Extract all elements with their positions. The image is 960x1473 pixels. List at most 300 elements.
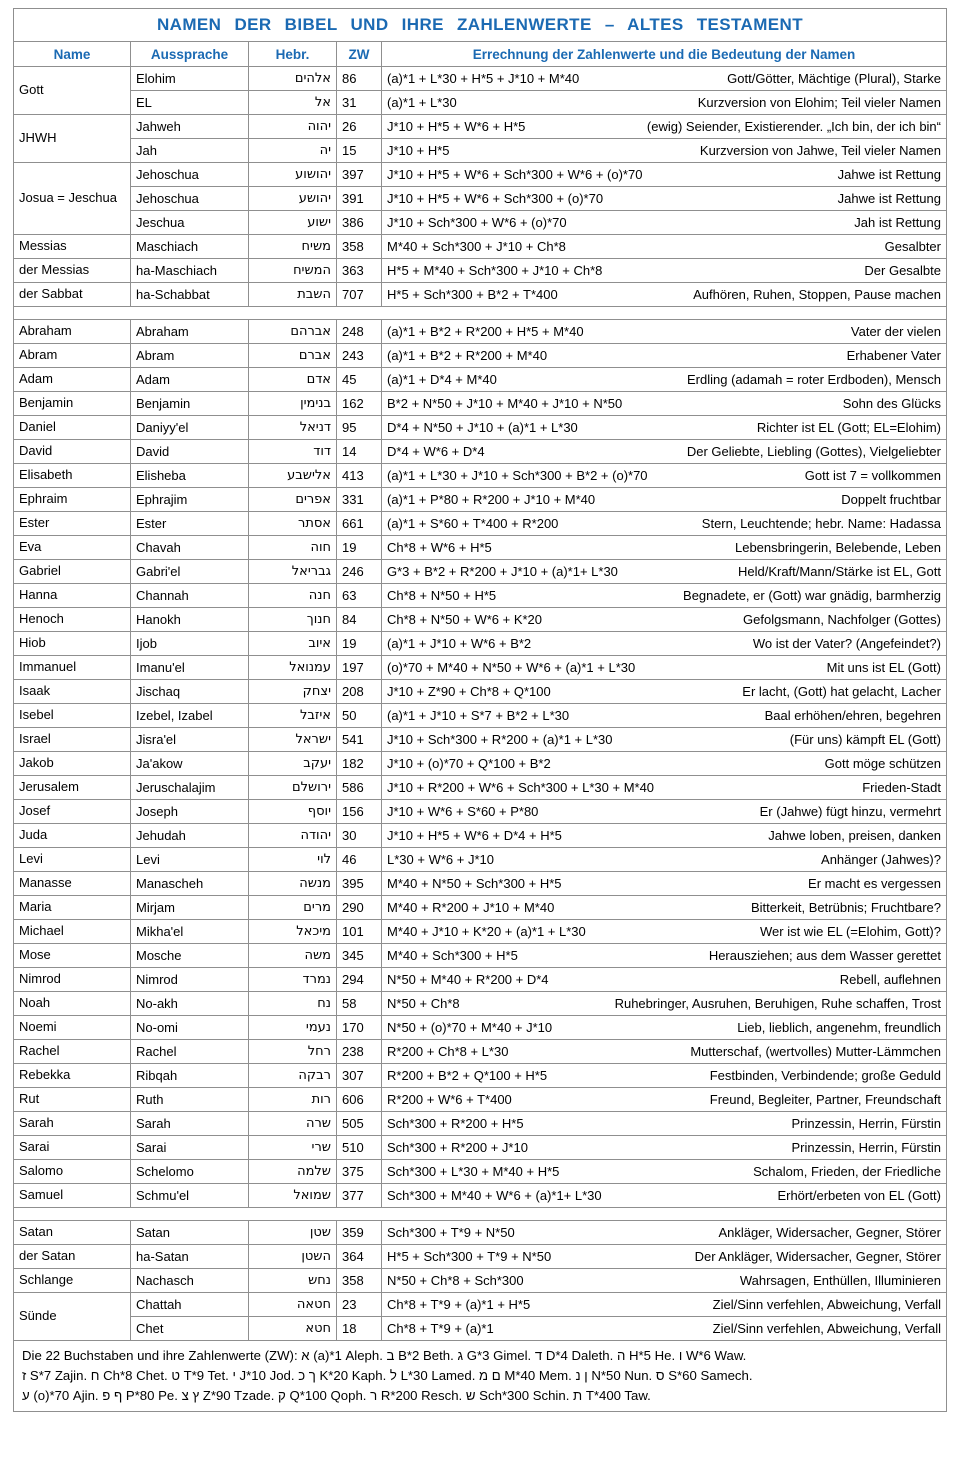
errechnung-cell: [382, 139, 947, 163]
zahlenwert-cell: 45: [337, 368, 382, 392]
errechnung-cell: [382, 968, 947, 992]
aussprache-cell: Chattah: [131, 1293, 249, 1317]
errechnung-cell: [382, 536, 947, 560]
hebrew-cell: שרי: [249, 1136, 337, 1160]
zahlenwert-formel: R*200 + Ch*8 + L*30: [387, 1044, 509, 1059]
hebrew-cell: גבריאל: [249, 560, 337, 584]
bedeutung-text: Mutterschaf, (wertvolles) Mutter-Lämmchen: [690, 1044, 941, 1059]
name-cell: Jakob: [14, 752, 131, 776]
zahlenwert-formel: (a)*1 + J*10 + W*6 + B*2: [387, 636, 532, 651]
zahlenwert-formel: J*10 + W*6 + S*60 + P*80: [387, 804, 539, 819]
table-row: [14, 91, 947, 115]
table-row: [14, 67, 947, 91]
table-row: [14, 584, 947, 608]
table-row: [14, 824, 947, 848]
bedeutung-text: Herausziehen; aus dem Wasser gerettet: [708, 948, 941, 963]
aussprache-cell: Manascheh: [131, 872, 249, 896]
hebrew-cell: אלישבע: [249, 464, 337, 488]
zahlenwert-cell: 46: [337, 848, 382, 872]
hebrew-cell: יוסף: [249, 800, 337, 824]
zahlenwert-cell: 243: [337, 344, 382, 368]
zahlenwert-formel: N*50 + Ch*8: [387, 996, 460, 1011]
zahlenwert-formel: Sch*300 + T*9 + N*50: [387, 1225, 515, 1240]
name-cell: Ester: [14, 512, 131, 536]
errechnung-cell: [382, 67, 947, 91]
zahlenwert-formel: (a)*1 + J*10 + S*7 + B*2 + L*30: [387, 708, 570, 723]
aussprache-cell: Daniyy'el: [131, 416, 249, 440]
table-row: [14, 1088, 947, 1112]
errechnung-cell: [382, 259, 947, 283]
aussprache-cell: Ephrajim: [131, 488, 249, 512]
aussprache-cell: ha-Maschiach: [131, 259, 249, 283]
table-row: [14, 368, 947, 392]
name-cell: Jerusalem: [14, 776, 131, 800]
name-cell: Schlange: [14, 1269, 131, 1293]
table-row: [14, 1245, 947, 1269]
bedeutung-text: Jahwe loben, preisen, danken: [768, 828, 941, 843]
hebrew-cell: ישראל: [249, 728, 337, 752]
name-cell: Michael: [14, 920, 131, 944]
hebrew-cell: מיכאל: [249, 920, 337, 944]
zahlenwert-formel: (a)*1 + B*2 + R*200 + H*5 + M*40: [387, 324, 584, 339]
col-header-aussprache: Aussprache: [131, 42, 249, 67]
hebrew-cell: אברם: [249, 344, 337, 368]
column-header-row: [14, 42, 947, 67]
zahlenwert-formel: J*10 + (o)*70 + Q*100 + B*2: [387, 756, 551, 771]
aussprache-cell: Elohim: [131, 67, 249, 91]
table-row: [14, 1160, 947, 1184]
name-cell: Rachel: [14, 1040, 131, 1064]
name-cell: Hiob: [14, 632, 131, 656]
hebrew-cell: משיח: [249, 235, 337, 259]
zahlenwert-cell: 345: [337, 944, 382, 968]
bedeutung-text: Erhabener Vater: [846, 348, 941, 363]
table-row: [14, 187, 947, 211]
hebrew-cell: חנה: [249, 584, 337, 608]
bedeutung-text: Gott/Götter, Mächtige (Plural), Starke: [727, 71, 941, 86]
aussprache-cell: Chet: [131, 1317, 249, 1341]
errechnung-cell: [382, 656, 947, 680]
table-row: [14, 752, 947, 776]
bedeutung-text: Er lacht, (Gott) hat gelacht, Lacher: [742, 684, 941, 699]
hebrew-cell: השטן: [249, 1245, 337, 1269]
zahlenwert-cell: 294: [337, 968, 382, 992]
table-row: [14, 896, 947, 920]
bedeutung-text: Wahrsagen, Enthüllen, Illuminieren: [739, 1273, 941, 1288]
table-row: [14, 536, 947, 560]
aussprache-cell: Izebel, Izabel: [131, 704, 249, 728]
table-row: [14, 344, 947, 368]
aussprache-cell: No-akh: [131, 992, 249, 1016]
bedeutung-text: Wer ist wie EL (=Elohim, Gott)?: [760, 924, 941, 939]
hebrew-cell: דוד: [249, 440, 337, 464]
zahlenwert-cell: 15: [337, 139, 382, 163]
zahlenwert-formel: Sch*300 + M*40 + W*6 + (a)*1+ L*30: [387, 1188, 602, 1203]
table-row: [14, 656, 947, 680]
aussprache-cell: Jahweh: [131, 115, 249, 139]
table-row: [14, 1221, 947, 1245]
name-cell: Noah: [14, 992, 131, 1016]
aussprache-cell: Maschiach: [131, 235, 249, 259]
aussprache-cell: Nimrod: [131, 968, 249, 992]
zahlenwert-cell: 363: [337, 259, 382, 283]
hebrew-cell: אדם: [249, 368, 337, 392]
bedeutung-text: Bitterkeit, Betrübnis; Fruchtbare?: [750, 900, 941, 915]
name-cell: Manasse: [14, 872, 131, 896]
zahlenwert-formel: D*4 + N*50 + J*10 + (a)*1 + L*30: [387, 420, 578, 435]
zahlenwert-cell: 31: [337, 91, 382, 115]
bedeutung-text: Richter ist EL (Gott; EL=Elohim): [756, 420, 941, 435]
errechnung-cell: [382, 1064, 947, 1088]
zahlenwert-formel: J*10 + Sch*300 + W*6 + (o)*70: [387, 215, 567, 230]
bedeutung-text: Jahwe ist Rettung: [837, 191, 941, 206]
table-row: [14, 1317, 947, 1341]
aussprache-cell: Schelomo: [131, 1160, 249, 1184]
aussprache-cell: Jah: [131, 139, 249, 163]
name-cell: der Satan: [14, 1245, 131, 1269]
zahlenwert-formel: M*40 + N*50 + Sch*300 + H*5: [387, 876, 562, 891]
gap-spacer: [14, 1208, 947, 1221]
zahlenwert-cell: 18: [337, 1317, 382, 1341]
aussprache-cell: Ijob: [131, 632, 249, 656]
hebrew-cell: אברהם: [249, 320, 337, 344]
zahlenwert-cell: 238: [337, 1040, 382, 1064]
name-cell: der Sabbat: [14, 283, 131, 307]
zahlenwert-formel: Ch*8 + W*6 + H*5: [387, 540, 492, 555]
errechnung-cell: [382, 632, 947, 656]
name-cell: Noemi: [14, 1016, 131, 1040]
hebrew-cell: יהושוע: [249, 163, 337, 187]
table-row: [14, 728, 947, 752]
aussprache-cell: Gabri'el: [131, 560, 249, 584]
zahlenwert-formel: Sch*300 + R*200 + H*5: [387, 1116, 524, 1131]
hebrew-cell: מנשה: [249, 872, 337, 896]
hebrew-cell: עמנואל: [249, 656, 337, 680]
table-row: [14, 560, 947, 584]
table-row: [14, 1064, 947, 1088]
aussprache-cell: Jisra'el: [131, 728, 249, 752]
zahlenwert-formel: M*40 + R*200 + J*10 + M*40: [387, 900, 555, 915]
errechnung-cell: [382, 512, 947, 536]
zahlenwert-cell: 63: [337, 584, 382, 608]
hebrew-cell: יהוה: [249, 115, 337, 139]
zahlenwert-cell: 208: [337, 680, 382, 704]
errechnung-cell: [382, 800, 947, 824]
bedeutung-text: Lebensbringerin, Belebende, Leben: [734, 540, 941, 555]
aussprache-cell: ha-Schabbat: [131, 283, 249, 307]
errechnung-cell: [382, 1112, 947, 1136]
errechnung-cell: [382, 1184, 947, 1208]
zahlenwert-formel: J*10 + R*200 + W*6 + Sch*300 + L*30 + M*40: [387, 780, 655, 795]
zahlenwert-formel: (a)*1 + S*60 + T*400 + R*200: [387, 516, 559, 531]
errechnung-cell: [382, 872, 947, 896]
name-cell: Benjamin: [14, 392, 131, 416]
aussprache-cell: Jischaq: [131, 680, 249, 704]
errechnung-cell: [382, 1160, 947, 1184]
zahlenwert-formel: (a)*1 + B*2 + R*200 + M*40: [387, 348, 548, 363]
errechnung-cell: [382, 920, 947, 944]
errechnung-cell: [382, 1136, 947, 1160]
errechnung-cell: [382, 704, 947, 728]
zahlenwert-formel: (a)*1 + L*30 + H*5 + J*10 + M*40: [387, 71, 580, 86]
table-row: [14, 800, 947, 824]
aussprache-cell: Ribqah: [131, 1064, 249, 1088]
zahlenwert-formel: H*5 + M*40 + Sch*300 + J*10 + Ch*8: [387, 263, 603, 278]
table-row: [14, 1136, 947, 1160]
hebrew-cell: אלהים: [249, 67, 337, 91]
bedeutung-text: Sohn des Glücks: [842, 396, 941, 411]
zahlenwert-cell: 413: [337, 464, 382, 488]
zahlenwert-cell: 246: [337, 560, 382, 584]
bedeutung-text: Rebell, auflehnen: [839, 972, 941, 987]
bedeutung-text: Baal erhöhen/ehren, begehren: [764, 708, 941, 723]
hebrew-cell: יה: [249, 139, 337, 163]
zahlenwert-cell: 290: [337, 896, 382, 920]
errechnung-cell: [382, 1293, 947, 1317]
bedeutung-text: Wo ist der Vater? (Angefeindet?): [752, 636, 941, 651]
aussprache-cell: Jehoschua: [131, 163, 249, 187]
table-row: [14, 1184, 947, 1208]
aussprache-cell: David: [131, 440, 249, 464]
aussprache-cell: Rachel: [131, 1040, 249, 1064]
table-row: [14, 139, 947, 163]
bedeutung-text: Gefolgsmann, Nachfolger (Gottes): [743, 612, 941, 627]
aussprache-cell: Jehoschua: [131, 187, 249, 211]
zahlenwert-formel: J*10 + H*5 + W*6 + D*4 + H*5: [387, 828, 562, 843]
bedeutung-text: Der Gesalbte: [864, 263, 941, 278]
errechnung-cell: [382, 1245, 947, 1269]
errechnung-cell: [382, 1040, 947, 1064]
hebrew-cell: דניאל: [249, 416, 337, 440]
zahlenwert-cell: 182: [337, 752, 382, 776]
hebrew-cell: ירושלם: [249, 776, 337, 800]
zahlenwert-cell: 510: [337, 1136, 382, 1160]
errechnung-cell: [382, 896, 947, 920]
zahlenwert-formel: J*10 + Sch*300 + R*200 + (a)*1 + L*30: [387, 732, 613, 747]
name-cell: Maria: [14, 896, 131, 920]
bedeutung-text: Lieb, lieblich, angenehm, freundlich: [737, 1020, 941, 1035]
zahlenwert-cell: 331: [337, 488, 382, 512]
errechnung-cell: [382, 416, 947, 440]
errechnung-cell: [382, 488, 947, 512]
zahlenwert-formel: R*200 + W*6 + T*400: [387, 1092, 512, 1107]
zahlenwert-cell: 377: [337, 1184, 382, 1208]
zahlenwert-formel: M*40 + Sch*300 + J*10 + Ch*8: [387, 239, 566, 254]
errechnung-cell: [382, 344, 947, 368]
hebrew-cell: שלמה: [249, 1160, 337, 1184]
zahlenwert-cell: 397: [337, 163, 382, 187]
hebrew-cell: רבקה: [249, 1064, 337, 1088]
bedeutung-text: Stern, Leuchtende; hebr. Name: Hadassa: [701, 516, 941, 531]
name-cell: Rut: [14, 1088, 131, 1112]
zahlenwert-formel: Ch*8 + N*50 + W*6 + K*20: [387, 612, 543, 627]
zahlenwert-formel: (a)*1 + P*80 + R*200 + J*10 + M*40: [387, 492, 596, 507]
aussprache-cell: EL: [131, 91, 249, 115]
bedeutung-text: Prinzessin, Herrin, Fürstin: [791, 1116, 941, 1131]
table-row: [14, 512, 947, 536]
bedeutung-text: Ankläger, Widersacher, Gegner, Störer: [718, 1225, 941, 1240]
aussprache-cell: Abram: [131, 344, 249, 368]
col-header-hebr: Hebr.: [249, 42, 337, 67]
zahlenwert-formel: J*10 + Z*90 + Ch*8 + Q*100: [387, 684, 551, 699]
zahlenwert-cell: 359: [337, 1221, 382, 1245]
bedeutung-text: (ewig) Seiender, Existierender. „Ich bin, der ich bin“: [646, 119, 941, 134]
hebrew-cell: נמרד: [249, 968, 337, 992]
name-cell: Ephraim: [14, 488, 131, 512]
aussprache-cell: Ester: [131, 512, 249, 536]
bedeutung-text: Schalom, Frieden, der Friedliche: [753, 1164, 941, 1179]
bedeutung-text: Ruhebringer, Ausruhen, Beruhigen, Ruhe schaffen, Trost: [614, 996, 941, 1011]
zahlenwert-formel: Ch*8 + N*50 + H*5: [387, 588, 497, 603]
table-row: [14, 163, 947, 187]
table-row: [14, 1040, 947, 1064]
hebrew-cell: איזבל: [249, 704, 337, 728]
bedeutung-text: Erdling (adamah = roter Erdboden), Mensch: [687, 372, 941, 387]
table-row: [14, 944, 947, 968]
zahlenwert-cell: 86: [337, 67, 382, 91]
table-row: [14, 211, 947, 235]
zahlenwert-cell: 23: [337, 1293, 382, 1317]
name-cell: Gabriel: [14, 560, 131, 584]
hebrew-cell: שמואל: [249, 1184, 337, 1208]
group-namen-alphabetisch: [14, 320, 947, 1208]
zahlenwert-formel: L*30 + W*6 + J*10: [387, 852, 494, 867]
table-row: [14, 776, 947, 800]
name-cell: Nimrod: [14, 968, 131, 992]
aussprache-cell: Joseph: [131, 800, 249, 824]
zahlenwert-formel: B*2 + N*50 + J*10 + M*40 + J*10 + N*50: [387, 396, 623, 411]
name-cell: Elisabeth: [14, 464, 131, 488]
name-cell: Isebel: [14, 704, 131, 728]
col-header-errechnung: Errechnung der Zahlenwerte und die Bedeutung der Namen: [382, 42, 947, 67]
bedeutung-text: Mit uns ist EL (Gott): [826, 660, 941, 675]
zahlenwert-cell: 707: [337, 283, 382, 307]
hebrew-cell: רחל: [249, 1040, 337, 1064]
hebrew-cell: שטן: [249, 1221, 337, 1245]
aussprache-cell: Imanu'el: [131, 656, 249, 680]
table-gap: [14, 1208, 947, 1221]
hebrew-cell: אל: [249, 91, 337, 115]
name-cell: Immanuel: [14, 656, 131, 680]
table-row: [14, 464, 947, 488]
zahlenwert-cell: 386: [337, 211, 382, 235]
zahlenwert-cell: 156: [337, 800, 382, 824]
bedeutung-text: (Für uns) kämpft EL (Gott): [789, 732, 941, 747]
aussprache-cell: Nachasch: [131, 1269, 249, 1293]
table-gap: [14, 307, 947, 320]
table-row: [14, 920, 947, 944]
zahlenwert-formel: Sch*300 + R*200 + J*10: [387, 1140, 528, 1155]
aussprache-cell: Mikha'el: [131, 920, 249, 944]
bedeutung-text: Festbinden, Verbindende; große Geduld: [709, 1068, 941, 1083]
name-cell: Gott: [14, 67, 131, 115]
name-cell: der Messias: [14, 259, 131, 283]
bedeutung-text: Der Geliebte, Liebling (Gottes), Vielgeliebter: [686, 444, 941, 459]
errechnung-cell: [382, 824, 947, 848]
bedeutung-text: Erhört/erbeten von EL (Gott): [777, 1188, 941, 1203]
table-row: [14, 1293, 947, 1317]
zahlenwert-formel: (a)*1 + D*4 + M*40: [387, 372, 497, 387]
errechnung-cell: [382, 848, 947, 872]
name-cell: Mose: [14, 944, 131, 968]
hebrew-cell: מרים: [249, 896, 337, 920]
zahlenwert-formel: G*3 + B*2 + R*200 + J*10 + (a)*1+ L*30: [387, 564, 618, 579]
legend-line-3: ע (o)*70 Ajin. ף פ P*80 Pe. ץ צ Z*90 Tzade. ק Q*100 Qoph. ר R*200 Resch. ש Sch*300 Schin. ת T*400 Taw.: [22, 1387, 651, 1403]
name-cell: Salomo: [14, 1160, 131, 1184]
zahlenwert-cell: 14: [337, 440, 382, 464]
table-row: [14, 416, 947, 440]
hebrew-cell: אפרים: [249, 488, 337, 512]
zahlenwert-cell: 364: [337, 1245, 382, 1269]
aussprache-cell: Benjamin: [131, 392, 249, 416]
hebrew-cell: אסתר: [249, 512, 337, 536]
errechnung-cell: [382, 283, 947, 307]
name-cell: Henoch: [14, 608, 131, 632]
bedeutung-text: Der Ankläger, Widersacher, Gegner, Störer: [694, 1249, 941, 1264]
zahlenwert-cell: 395: [337, 872, 382, 896]
zahlenwert-formel: N*50 + (o)*70 + M*40 + J*10: [387, 1020, 553, 1035]
aussprache-cell: Ja'akow: [131, 752, 249, 776]
hebrew-cell: חטאה: [249, 1293, 337, 1317]
bedeutung-text: Anhänger (Jahwes)?: [821, 852, 941, 867]
table-row: [14, 283, 947, 307]
name-cell: Rebekka: [14, 1064, 131, 1088]
table-row: [14, 488, 947, 512]
errechnung-cell: [382, 776, 947, 800]
bedeutung-text: Freund, Begleiter, Partner, Freundschaft: [709, 1092, 941, 1107]
errechnung-cell: [382, 1317, 947, 1341]
hebrew-cell: נעמי: [249, 1016, 337, 1040]
table-row: [14, 320, 947, 344]
zahlenwert-cell: 197: [337, 656, 382, 680]
errechnung-cell: [382, 392, 947, 416]
hebrew-cell: חוה: [249, 536, 337, 560]
aussprache-cell: Mosche: [131, 944, 249, 968]
errechnung-cell: [382, 163, 947, 187]
name-cell: JHWH: [14, 115, 131, 163]
errechnung-cell: [382, 320, 947, 344]
zahlenwert-formel: M*40 + Sch*300 + H*5: [387, 948, 518, 963]
name-cell: Juda: [14, 824, 131, 848]
bedeutung-text: Prinzessin, Herrin, Fürstin: [791, 1140, 941, 1155]
col-header-name: Name: [14, 42, 131, 67]
hebrew-cell: איוב: [249, 632, 337, 656]
zahlenwert-cell: 391: [337, 187, 382, 211]
aussprache-cell: Elisheba: [131, 464, 249, 488]
name-cell: David: [14, 440, 131, 464]
errechnung-cell: [382, 91, 947, 115]
zahlenwert-cell: 19: [337, 536, 382, 560]
errechnung-cell: [382, 752, 947, 776]
zahlenwert-cell: 248: [337, 320, 382, 344]
zahlenwert-cell: 505: [337, 1112, 382, 1136]
zahlenwert-formel: R*200 + B*2 + Q*100 + H*5: [387, 1068, 548, 1083]
bedeutung-text: Held/Kraft/Mann/Stärke ist EL, Gott: [737, 564, 941, 579]
page-title: NAMEN DER BIBEL UND IHRE ZAHLENWERTE – ALTES TESTAMENT: [14, 9, 947, 42]
aussprache-cell: No-omi: [131, 1016, 249, 1040]
bedeutung-text: Jahwe ist Rettung: [837, 167, 941, 182]
errechnung-cell: [382, 1088, 947, 1112]
gap-spacer: [14, 307, 947, 320]
aussprache-cell: Abraham: [131, 320, 249, 344]
aussprache-cell: Channah: [131, 584, 249, 608]
aussprache-cell: Schmu'el: [131, 1184, 249, 1208]
bedeutung-text: Ziel/Sinn verfehlen, Abweichung, Verfall: [712, 1297, 941, 1312]
zahlenwert-formel: Ch*8 + T*9 + (a)*1 + H*5: [387, 1297, 531, 1312]
aussprache-cell: ha-Satan: [131, 1245, 249, 1269]
errechnung-cell: [382, 728, 947, 752]
name-cell: Samuel: [14, 1184, 131, 1208]
